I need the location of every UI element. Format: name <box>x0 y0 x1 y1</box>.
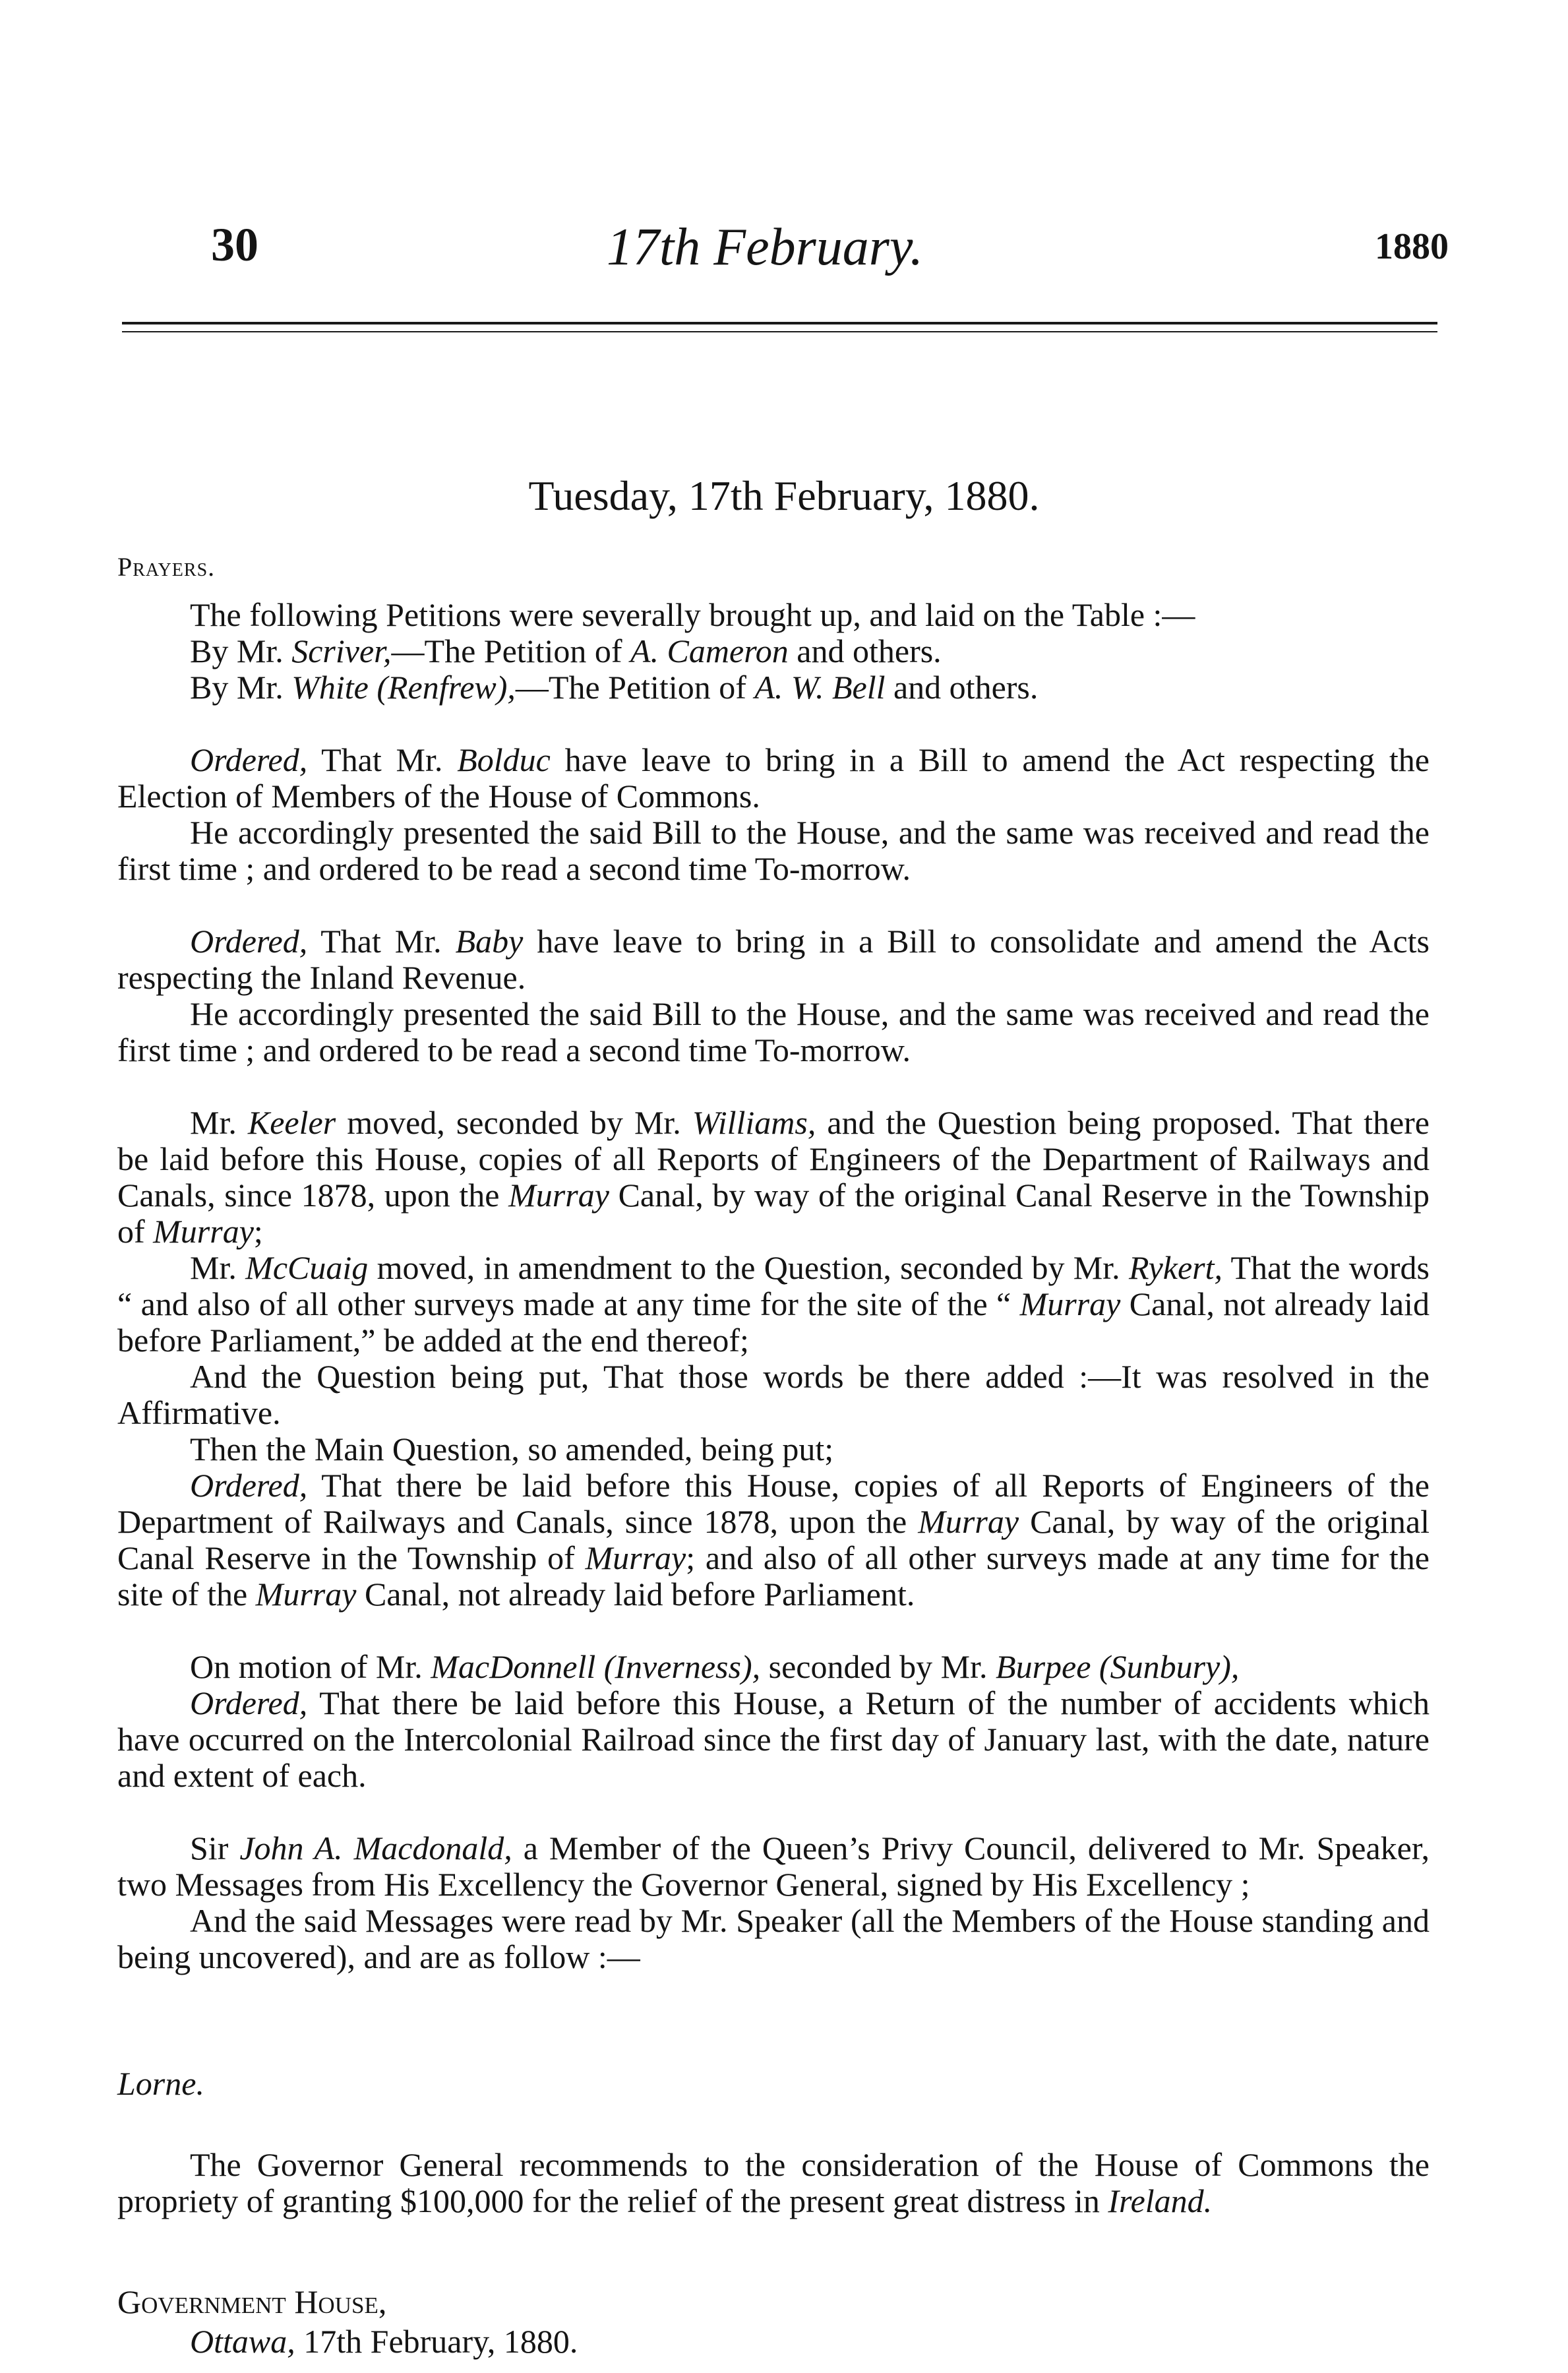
header-year: 1880 <box>1375 226 1449 267</box>
margin-note-prayers: Prayers. <box>117 552 216 582</box>
petitions-intro: The following Petitions were severally brought up, and laid on the Table :— <box>190 596 1195 633</box>
governor-recommendation: The Governor General recommends to the consideration of the House of Commons the propriety of granting $100,000 for the relief of the present great distress in Ireland. <box>117 2146 1430 2219</box>
baby-presented: He accordingly presented the said Bill to the House, and the same was received and read the first time ; and ordered to be read a second time To-morrow. <box>117 995 1430 1068</box>
macdonnell-motion: On motion of Mr. MacDonnell (Inverness), seconded by Mr. Burpee (Sunbury), <box>190 1648 1240 1685</box>
page-header <box>119 218 1449 297</box>
bolduc-presented: He accordingly presented the said Bill to the House, and the same was received and read the first time ; and ordered to be read a second time To-morrow. <box>117 814 1430 887</box>
accidents-order: Ordered, That there be laid before this House, a Return of the number of accidents which have occurred on the Intercolonial Railroad since the first day of January last, with the date, nature and extent of each. <box>117 1684 1430 1794</box>
journal-body <box>117 597 1430 1975</box>
amendment-resolved: And the Question being put, That those words be there added :—It was resolved in the Affirmative. <box>117 1358 1430 1431</box>
message-signoff <box>117 2282 578 2361</box>
baby-order: Ordered, That Mr. Baby have leave to bring in a Bill to consolidate and amend the Acts respecting the Inland Revenue. <box>117 923 1430 996</box>
day-heading: Tuesday, 17th February, 1880. <box>528 472 1040 519</box>
petition-line-1: By Mr. Scriver,—The Petition of A. Cameron and others. <box>190 632 942 669</box>
messages-delivered: Sir John A. Macdonald, a Member of the Queen’s Privy Council, delivered to Mr. Speaker, two Messages from His Excellency the Governor General, signed by His Excellency ; <box>117 1830 1430 1903</box>
keeler-motion: Mr. Keeler moved, seconded by Mr. Williams, and the Question being proposed. That there be laid before this House, copies of all Reports of Engineers of the Department of Railways and Canals, since 1878, upon the Murray Canal, by way of the original Canal Reserve in the Township of Murray; <box>117 1104 1430 1250</box>
header-rule-thin <box>122 331 1437 332</box>
page-number: 30 <box>211 218 258 271</box>
mccuaig-amendment: Mr. McCuaig moved, in amendment to the Question, seconded by Mr. Rykert, That the words “ and also of all other surveys made at any time for the site of the “ Murray Canal, not already laid before Parliament,” be added at the end thereof; <box>117 1249 1430 1359</box>
bolduc-order: Ordered, That Mr. Bolduc have leave to bring in a Bill to amend the Act respecting the Election of Members of the House of Commons. <box>117 741 1430 815</box>
murray-order: Ordered, That there be laid before this House, copies of all Reports of Engineers of the Department of Railways and Canals, since 1878, upon the Murray Canal, by way of the original Canal Reserve in the Township of Murray; and also of all other surveys made at any time for the site of the Murray Canal, not already laid before Parliament. <box>117 1467 1430 1613</box>
signoff-place-date: Ottawa, 17th February, 1880. <box>190 2323 578 2360</box>
messages-read: And the said Messages were read by Mr. Speaker (all the Members of the House standing and being uncovered), and are as follow :— <box>117 1902 1430 1975</box>
government-house: Government House, <box>117 2283 387 2320</box>
header-date: 17th February. <box>607 218 923 276</box>
governor-message <box>117 2147 1430 2219</box>
header-rule-thick <box>122 322 1437 324</box>
petition-line-2: By Mr. White (Renfrew),—The Petition of A. W. Bell and others. <box>190 669 1039 706</box>
main-question: Then the Main Question, so amended, being put; <box>190 1431 834 1467</box>
signature-lorne: Lorne. <box>117 2065 204 2102</box>
